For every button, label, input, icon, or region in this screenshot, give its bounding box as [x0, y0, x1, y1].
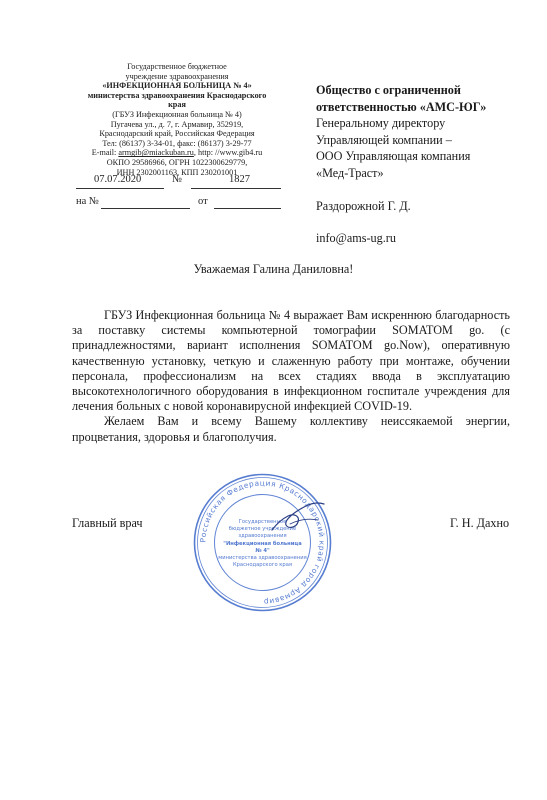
stamp-center-line: "Инфекционная больница [223, 541, 302, 547]
sender-line: учреждение здравоохранения [125, 71, 229, 81]
reference-label: на № [76, 196, 99, 207]
stamp-center-line: министерства здравоохранения [218, 555, 307, 561]
stamp-ring-text: Российская Федерация Краснодарский край город Армавир [198, 478, 327, 607]
sender-codes: ОКПО 29586966, ОГРН 1022300629779, [106, 157, 248, 167]
recipient-name: Раздорожной Г. Д. [316, 198, 411, 213]
sender-codes: ИНН 2302001163, КПП 230201001 [116, 167, 238, 177]
stamp-center-line: Краснодарского края [232, 562, 293, 568]
sender-contacts [78, 148, 276, 158]
recipient-email[interactable]: info@ams-ug.ru [316, 231, 396, 246]
sender-block [78, 62, 276, 177]
handwritten-signature [268, 500, 328, 536]
outgoing-date: 07.07.2020 [94, 174, 142, 185]
number-underline [191, 188, 281, 189]
from-underline [214, 208, 281, 209]
sender-phone: Тел: (86137) 3-34-01, факс: (86137) 3-29-77 [102, 138, 252, 148]
date-underline [76, 188, 164, 189]
sender-email-link[interactable]: armgib@miackuban.ru [118, 148, 194, 158]
stamp-center-line: здравоохранения [238, 533, 287, 539]
recipient-position: Генеральному директору [316, 116, 446, 131]
sender-org-name: «ИНФЕКЦИОННАЯ БОЛЬНИЦА № 4» [102, 81, 252, 91]
spacer [316, 182, 531, 198]
sender-line: Государственное бюджетное [127, 62, 227, 71]
sender-line: (ГБУЗ Инфекционная больница № 4) [112, 109, 242, 119]
signer-title: Главный врач [72, 516, 143, 530]
number-sign: № [172, 174, 183, 185]
stamp-center-line: бюджетное учреждение [228, 526, 297, 532]
sender-ministry: министерства здравоохранения Краснодарского края [87, 90, 267, 110]
recipient-position: «Мед-Траст» [316, 165, 384, 180]
letter-body [72, 308, 510, 445]
recipient-org: Общество с ограниченной [316, 83, 461, 97]
recipient-block [316, 82, 531, 247]
recipient-position: ООО Управляющая компания [316, 149, 471, 164]
email-label: E-mail: [91, 148, 119, 158]
sender-address: Краснодарский край, Российская Федерация [99, 129, 255, 139]
website-text: , http: //www.gib4.ru [193, 148, 263, 158]
salutation: Уважаемая Галина Даниловна! [193, 262, 354, 276]
signer-name: Г. Н. Дахно [450, 516, 510, 530]
round-seal-stamp [190, 470, 335, 615]
sender-address: Пугачева ул., д. 7, г. Армавир, 352919, [110, 119, 244, 129]
recipient-org: ответственностью «АМС-ЮГ» [316, 99, 487, 114]
reference-underline [101, 208, 190, 209]
stamp-center-line: Государственное [238, 519, 287, 525]
body-paragraph: Желаем Вам и всему Вашему коллективу неиссякаемой энергии, процветания, здоровья и благополучия. [72, 414, 510, 444]
from-label: от [198, 196, 208, 207]
recipient-position: Управляющей компании – [316, 132, 452, 147]
stamp-center-line: № 4" [255, 548, 270, 554]
body-paragraph: ГБУЗ Инфекционная больница № 4 выражает Вам искреннюю благодарность за поставку системы компьютерной томографии SOMATOM go. (с принадлежностями, вариант исполнения SOMATOM go.Now), оперативную качественную установку, четкую и слаженную работу при монтаже, обучении персонала, профессионализм на всех стадиях ввода в эксплуатацию высокотехнологичного оборудования в инфекционном госпитале учреждения для лечения больных с новой коронавирусной инфекцией COVID-19. [72, 308, 510, 414]
outgoing-number: 1827 [229, 174, 250, 185]
spacer [316, 214, 531, 230]
